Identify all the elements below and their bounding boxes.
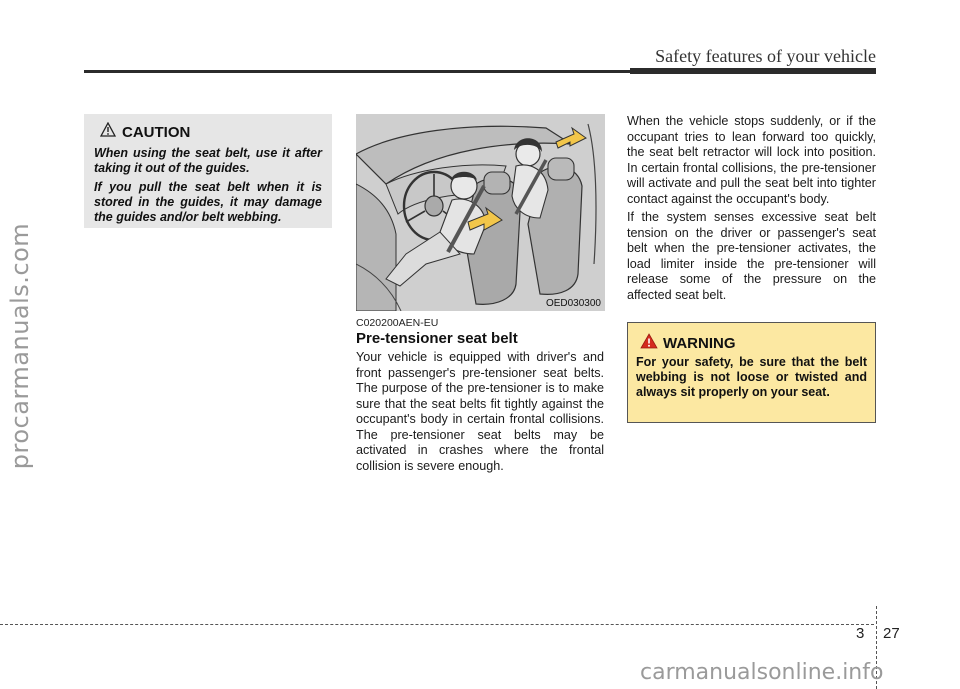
page-chapter: 3 [856, 625, 865, 642]
header-rule-accent [630, 68, 876, 74]
section-body: Your vehicle is equipped with driver's and front passenger's pre-tensioner seat belts. The purpose of the pre-tensioner is to make sure that the seat belts fit tightly against the occupant's body in certain frontal collisions. The pre-tensioner seat belts may be activated in crashes where the frontal collision is severe enough. [356, 350, 604, 473]
bottom-watermark: carmanualsonline.info [640, 660, 884, 685]
caution-paragraph: If you pull the seat belt when it is stored in the guides, it may damage the guides and/or belt webbing. [94, 180, 322, 224]
driver-passenger-illustration [356, 114, 605, 311]
side-watermark: procarmanuals.com [6, 222, 34, 470]
section-title: Pre-tensioner seat belt [356, 330, 518, 347]
warning-triangle-filled-icon [640, 333, 658, 354]
right-column-text [627, 114, 876, 303]
header-title: Safety features of your vehicle [655, 46, 876, 66]
warning-header [640, 333, 867, 353]
right-paragraph: If the system senses excessive seat belt tension on the driver or passenger's seat belt when the pre-tensioner activates, the load limiter inside the pre-tensioner will release some of the pressure on the affected seat belt. [627, 210, 876, 302]
warning-text: For your safety, be sure that the belt webbing is not loose or twisted and always sit properly on your seat. [636, 355, 867, 399]
warning-triangle-outline-icon [100, 122, 116, 142]
footer-rule [0, 624, 874, 625]
warning-box [627, 322, 876, 423]
page-number: 27 [883, 625, 900, 642]
caution-title: CAUTION [122, 123, 191, 141]
seat-belt-illustration [356, 114, 605, 311]
caution-box [84, 114, 332, 228]
caution-header [100, 122, 322, 142]
right-paragraph: When the vehicle stops suddenly, or if the occupant tries to lean forward too quickly, the seat belt retractor will lock into position. In certain frontal collisions, the pre-tensioner will activate and pull the seat belt into tighter contact against the occupant's body. [627, 114, 876, 206]
section-code: C020200AEN-EU [356, 317, 439, 329]
warning-title: WARNING [663, 334, 736, 352]
caution-paragraph: When using the seat belt, use it after taking it out of the guides. [94, 146, 322, 175]
figure-code: OED030300 [545, 298, 601, 309]
